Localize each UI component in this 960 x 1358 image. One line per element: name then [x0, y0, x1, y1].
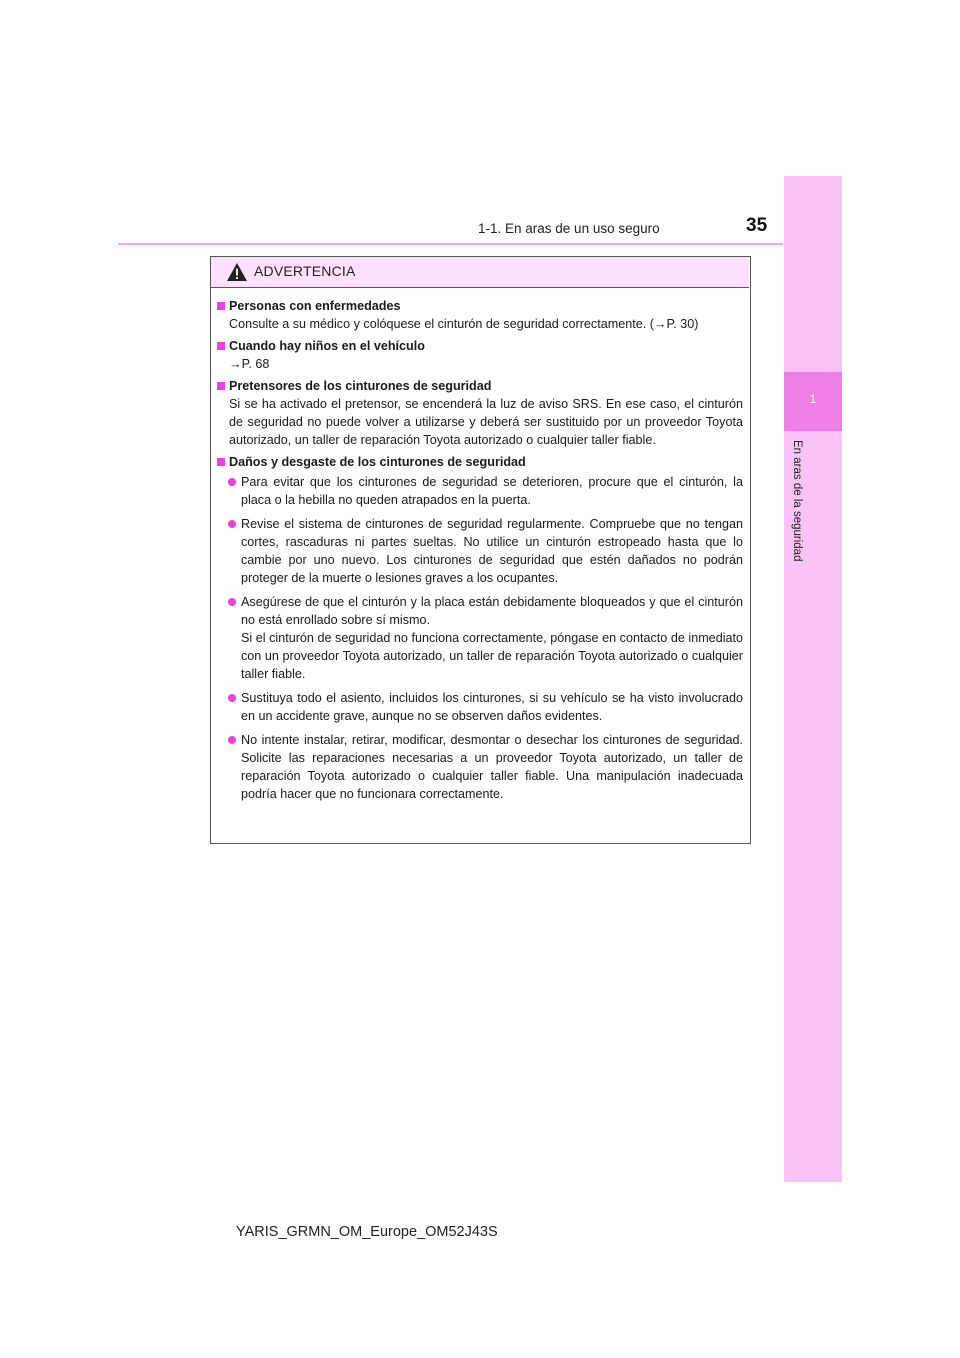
warning-content: [216, 297, 743, 803]
chapter-label-text: En aras de la seguridad: [791, 440, 803, 562]
square-bullet-icon: [217, 458, 225, 466]
list-item: Asegúrese de que el cinturón y la placa están debidamente bloqueados y que el cinturón no está enrollado sobre sí mismo. Si el cinturón de seguridad no funciona correctamente, póngase en contacto de inmediato con un proveedor Toyota autorizado, un taller de reparación Toyota autorizado o cualquier taller fiable.: [216, 593, 743, 683]
list-item: Para evitar que los cinturones de seguridad se deterioren, procure que el cinturón, la placa o la hebilla no queden atrapados en la puerta.: [216, 473, 743, 509]
warning-title: ADVERTENCIA: [254, 263, 356, 279]
page-number: 35: [746, 215, 768, 236]
square-bullet-icon: [217, 342, 225, 350]
round-bullet-icon: [228, 520, 236, 528]
square-bullet-icon: [217, 302, 225, 310]
section-heading: Personas con enfermedades: [216, 297, 743, 315]
round-bullet-icon: [228, 694, 236, 702]
section-heading: Cuando hay niños en el vehículo: [216, 337, 743, 355]
section-heading: Daños y desgaste de los cinturones de seguridad: [216, 453, 743, 471]
round-bullet-icon: [228, 736, 236, 744]
section-text: Consulte a su médico y colóquese el cinturón de seguridad correctamente. (→P. 30): [229, 317, 699, 331]
chapter-label: [790, 440, 804, 580]
section-title: 1-1. En aras de un uso seguro: [478, 221, 660, 236]
list-item: No intente instalar, retirar, modificar, desmontar o desechar los cinturones de seguridad. Solicite las reparaciones necesarias a un proveedor Toyota autorizado, un taller de reparación Toyota autorizado o cualquier taller fiable. Una manipulación inadecuada podría hacer que no funcionara correctamente.: [216, 731, 743, 803]
warning-triangle-icon: [226, 262, 248, 282]
round-bullet-icon: [228, 598, 236, 606]
chapter-number: 1: [809, 392, 817, 406]
list-item: Sustituya todo el asiento, incluidos los cinturones, si su vehículo se ha visto involucrado en un accidente grave, aunque no se observen daños evidentes.: [216, 689, 743, 725]
document-id: YARIS_GRMN_OM_Europe_OM52J43S: [236, 1224, 498, 1240]
section-text: →P. 68: [229, 357, 270, 371]
round-bullet-icon: [228, 478, 236, 486]
list-item: Revise el sistema de cinturones de seguridad regularmente. Compruebe que no tengan cortes, rascaduras ni partes sueltas. No utilice un cinturón estropeado hasta que lo cambie por uno nuevo. Los cinturones de seguridad que estén dañados no podrán proteger de la muerte o lesiones graves a los ocupantes.: [216, 515, 743, 587]
square-bullet-icon: [217, 382, 225, 390]
section-text: Si se ha activado el pretensor, se encenderá la luz de aviso SRS. En ese caso, el cinturón de seguridad no puede volver a utilizarse y deberá ser sustituido por un proveedor Toyota autorizado, un taller de reparación Toyota autorizado o cualquier taller fiable.: [229, 397, 743, 447]
section-heading: Pretensores de los cinturones de seguridad: [216, 377, 743, 395]
side-chapter-strip: [784, 176, 842, 1182]
header-rule: [118, 243, 783, 245]
